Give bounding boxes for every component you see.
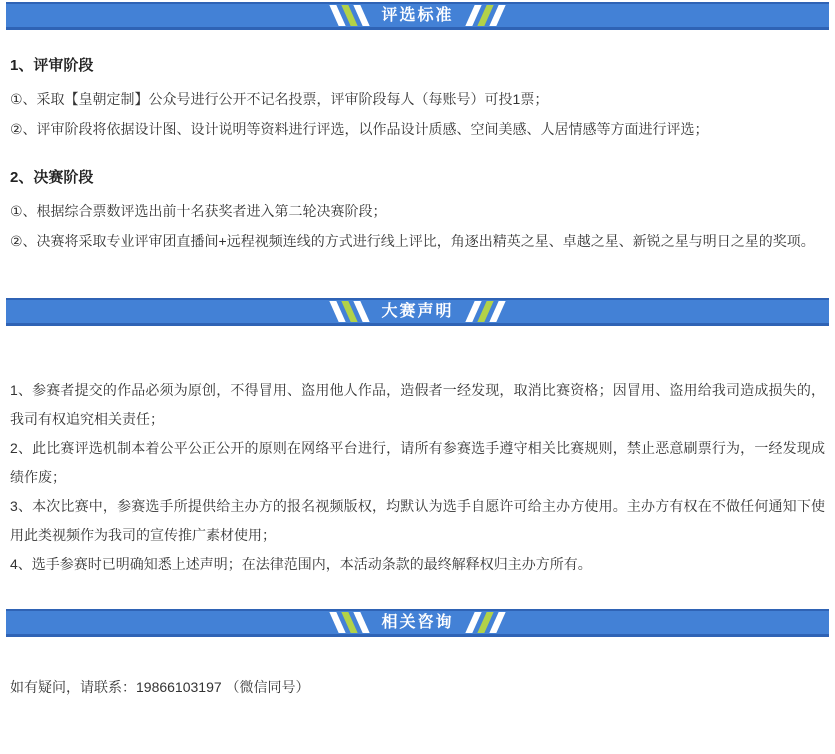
statement-paragraph-1: 1、参赛者提交的作品必须为原创，不得冒用、盗用他人作品，造假者一经发现，取消比赛资格；因冒用、盗用给我司造成损失的，我司有权追究相关责任； bbox=[10, 382, 825, 427]
banner-right-slashes-icon bbox=[468, 5, 504, 26]
banner-selection-criteria bbox=[6, 2, 829, 30]
criteria-group-2-heading: 2、决赛阶段 bbox=[10, 169, 94, 186]
criteria-group-2-item-2: ②、决赛将采取专业评审团直播间+远程视频连线的方式进行线上评比，角逐出精英之星、卓越之星、新锐之星与明日之星的奖项。 bbox=[10, 233, 815, 249]
statement-paragraph-4: 4、选手参赛时已明确知悉上述声明；在法律范围内，本活动条款的最终解释权归主办方所有。 bbox=[10, 556, 592, 572]
banner-right-slashes-icon bbox=[468, 612, 504, 633]
criteria-group-1-item-2: ②、评审阶段将依据设计图、设计说明等资料进行评选，以作品设计质感、空间美感、人居情感等方面进行评选； bbox=[10, 121, 709, 137]
criteria-group-2-item-1: ①、根据综合票数评选出前十名获奖者进入第二轮决赛阶段； bbox=[10, 203, 387, 219]
banner-inner bbox=[331, 612, 503, 633]
banner-left-slashes-icon bbox=[331, 5, 367, 26]
banner-left-slashes-icon bbox=[331, 612, 367, 633]
banner-right-slashes-icon bbox=[468, 301, 504, 322]
criteria-group-1-heading: 1、评审阶段 bbox=[10, 57, 94, 74]
statement-section bbox=[0, 376, 835, 579]
contact-info-line: 如有疑问，请联系：19866103197 （微信同号） bbox=[10, 679, 310, 695]
banner-competition-statement bbox=[6, 298, 829, 326]
banner-title-consultation: 相关咨询 bbox=[381, 613, 454, 631]
criteria-section bbox=[0, 56, 835, 256]
statement-paragraph-3: 3、本次比赛中，参赛选手所提供给主办方的报名视频版权，均默认为选手自愿许可给主办方使用。主办方有权在不做任何通知下使用此类视频作为我司的宣传推广素材使用； bbox=[10, 498, 825, 543]
criteria-group-1-item-1: ①、采取【皇朝定制】公众号进行公开不记名投票，评审阶段每人（每账号）可投1票； bbox=[10, 91, 549, 107]
banner-title-criteria: 评选标准 bbox=[381, 6, 454, 24]
statement-paragraph-2: 2、此比赛评选机制本着公平公正公开的原则在网络平台进行，请所有参赛选手遵守相关比赛规则，禁止恶意刷票行为，一经发现成绩作废； bbox=[10, 440, 825, 485]
banner-inner bbox=[331, 5, 503, 26]
banner-related-consultation bbox=[6, 609, 829, 637]
banner-left-slashes-icon bbox=[331, 301, 367, 322]
banner-inner bbox=[331, 301, 503, 322]
banner-title-statement: 大赛声明 bbox=[381, 302, 454, 320]
